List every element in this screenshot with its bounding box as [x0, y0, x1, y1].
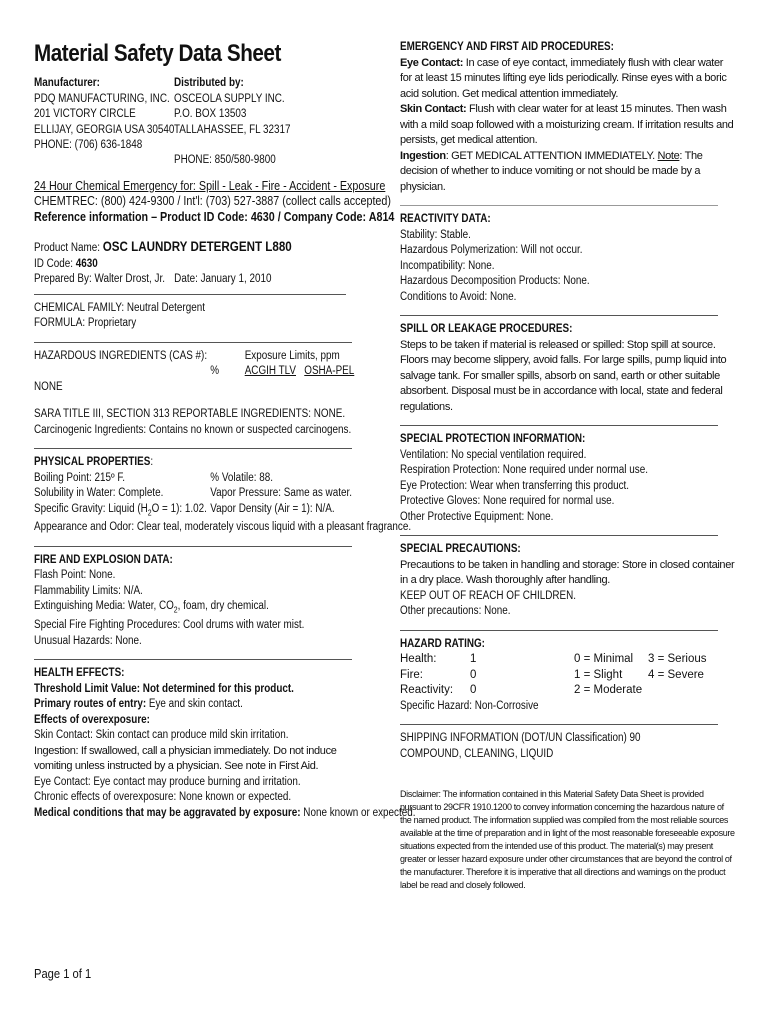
first-aid-ingestion — [400, 149, 735, 196]
eye-effect: Eye Contact: Eye contact may produce burning and irritation. — [34, 775, 301, 788]
vapor-pressure: Vapor Pressure: Same as water. — [210, 487, 352, 499]
chemical-formula: FORMULA: Proprietary — [34, 317, 137, 329]
first-aid-ingestion-end: : The decision of whether to induce vomiting or not should be made by a physician. — [400, 149, 703, 193]
product-id-label: ID Code: — [34, 257, 76, 270]
manufacturer-line: PDQ MANUFACTURING, INC. — [34, 92, 170, 105]
distributor-label: Distributed by: — [174, 77, 244, 89]
other-precautions: Other precautions: None. — [400, 605, 511, 617]
reactivity-line: Stability: Stable. — [400, 228, 471, 241]
osha-label: OSHA-PEL — [304, 365, 355, 377]
hazardous-none: NONE — [34, 380, 63, 393]
reactivity-line: Hazardous Polymerization: Will not occur. — [400, 244, 583, 256]
protection-line: Other Protective Equipment: None. — [400, 510, 554, 523]
gravity-text-end: O = 1): 1.02. — [151, 502, 207, 515]
prepared-row — [34, 272, 318, 288]
manufacturer-line: ELLIJAY, GEORGIA USA 30540 — [34, 123, 175, 136]
emergency-line: 24 Hour Chemical Emergency for: Spill - Leak - Fire - Accident - Exposure — [34, 178, 386, 193]
reactivity-line: Conditions to Avoid: None. — [400, 290, 517, 303]
physical-heading-colon: : — [150, 456, 154, 468]
protection-heading: SPECIAL PROTECTION INFORMATION: — [400, 433, 586, 445]
routes-label: Primary routes of entry: — [34, 698, 147, 711]
hazard-row — [400, 668, 735, 684]
first-aid-skin-text: Flush with clear water for at least 15 minutes. Then wash with a mild soap followed with a moisturizing cream. If irritation results and persists, get medical attention. — [400, 103, 734, 146]
carcinogenic-line: Carcinogenic Ingredients: Contains no known or suspected carcinogens. — [34, 423, 352, 436]
gravity-subscript: 2 — [147, 507, 152, 517]
protection-line: Ventilation: No special ventilation required. — [400, 448, 587, 461]
ext-text: Extinguishing Media: Water, CO — [34, 600, 174, 613]
first-aid-skin — [400, 102, 735, 149]
disclaimer: Disclaimer: The information contained in this Material Safety Data Sheet is provided pursuant to 29CFR 1910.1200 to convey information concerning the hazardous nature of the named product. The information supplied was compiled from the most reliable sources available at the time of preparation and in light of the most reasonable foreseeable exposure situations expected from the intended use of this product. The material(s) may present greater or lesser hazard exposure under other circumstances that are beyond the control of the manufacturer. Therefore it is imperative that all directions and warnings on the product label be read and closely followed. — [400, 789, 735, 890]
protection-line: Respiration Protection: None required under normal use. — [400, 464, 648, 476]
hazard-scale: 4 = Severe — [648, 668, 704, 681]
shipping-info: SHIPPING INFORMATION (DOT/UN Classification) 90 — [400, 732, 641, 744]
hazard-label: Health: — [400, 653, 437, 665]
specific-hazard: Specific Hazard: Non-Corrosive — [400, 699, 539, 712]
left-column — [34, 40, 416, 821]
chronic-effect: Chronic effects of overexposure: None known or expected. — [34, 791, 292, 804]
first-aid-eye-text: In case of eye contact, immediately flush with clear water for at least 15 minutes lifting eye lids periodically. Rinse eyes with a boric acid solution. Get medical attention immediately. — [400, 56, 727, 100]
precautions-text: Precautions to be taken in handling and storage: Store in closed container in a dry place. Wash thoroughly after handling. — [400, 558, 735, 586]
hazard-label: Reactivity: — [400, 684, 454, 696]
product-id — [34, 257, 318, 273]
hazard-scale: 0 = Minimal — [574, 653, 634, 665]
product-name — [34, 239, 318, 257]
right-column — [400, 40, 735, 892]
keep-out-reach: KEEP OUT OF REACH OF CHILDREN. — [400, 589, 577, 602]
specific-gravity — [34, 502, 210, 521]
manufacturer-block — [34, 76, 364, 169]
manufacturer-line: 201 VICTORY CIRCLE — [34, 108, 136, 120]
first-aid-ingestion-text: : GET MEDICAL ATTENTION IMMEDIATELY. — [445, 149, 658, 162]
health-heading: HEALTH EFFECTS: — [34, 667, 125, 680]
routes-value: Eye and skin contact. — [146, 698, 243, 711]
medical-value: None known or expected. — [300, 806, 416, 819]
special-fire-procedures: Special Fire Fighting Procedures: Cool drums with water mist. — [34, 619, 305, 632]
percent-label: % — [210, 365, 220, 377]
chemical-family: CHEMICAL FAMILY: Neutral Detergent — [34, 301, 205, 314]
hazard-value: 0 — [470, 668, 477, 681]
chemtrec-line: CHEMTREC: (800) 424-9300 / Int'l: (703) 527-3887 (collect calls accepted) — [34, 194, 391, 208]
reactivity-line: Incompatibility: None. — [400, 259, 495, 272]
gravity-text: Specific Gravity: Liquid (H — [34, 502, 148, 515]
product-name-value: OSC LAUNDRY DETERGENT L880 — [102, 239, 292, 254]
spill-heading: SPILL OR LEAKAGE PROCEDURES: — [400, 323, 573, 335]
product-id-value: 4630 — [75, 257, 98, 270]
ext-text-end: , foam, dry chemical. — [177, 600, 269, 613]
product-name-label: Product Name: — [34, 242, 103, 254]
hazard-scale — [648, 683, 728, 699]
ext-subscript: 2 — [173, 605, 178, 615]
volatile: % Volatile: 88. — [210, 471, 273, 484]
prepared-date: Date: January 1, 2010 — [174, 273, 272, 285]
hazardous-ingredients-row — [34, 349, 340, 365]
reactivity-heading: REACTIVITY DATA: — [400, 213, 491, 225]
manufacturer-label: Manufacturer: — [34, 77, 100, 89]
hazard-label: Fire: — [400, 668, 423, 681]
reactivity-line: Hazardous Decomposition Products: None. — [400, 275, 590, 287]
hazardous-columns — [34, 364, 355, 380]
hazard-value: 0 — [470, 684, 477, 696]
extinguishing-media — [34, 599, 318, 618]
flammability: Flammability Limits: N/A. — [34, 584, 143, 597]
medical-conditions — [34, 806, 416, 822]
hazard-scale: 1 = Slight — [574, 668, 623, 681]
medical-label: Medical conditions that may be aggravated by exposure: — [34, 806, 301, 819]
distributor-line: TALLAHASSEE, FL 32317 — [174, 123, 291, 136]
appearance-odor: Appearance and Odor: Clear teal, moderately viscous liquid with a pleasant fragrance. — [34, 521, 412, 534]
hazard-scale: 2 = Moderate — [574, 684, 643, 696]
hazard-rating-heading: HAZARD RATING: — [400, 637, 485, 650]
skin-effect: Skin Contact: Skin contact can produce mild skin irritation. — [34, 729, 289, 742]
boiling-point: Boiling Point: 215º F. — [34, 471, 126, 484]
ingestion-effect: Ingestion: If swallowed, call a physician immediately. Do not induce vomiting unless instructed by a physician. See note in First Aid. — [34, 744, 337, 773]
distributor-line: P.O. BOX 13503 — [174, 108, 247, 120]
vapor-density: Vapor Density (Air = 1): N/A. — [210, 502, 335, 515]
physical-row — [34, 471, 318, 487]
first-aid-heading: EMERGENCY AND FIRST AID PROCEDURES: — [400, 41, 614, 53]
acgih-label: ACGIH TLV — [244, 365, 297, 377]
threshold-limit: Threshold Limit Value: Not determined for this product. — [34, 682, 294, 695]
manufacturer-line: PHONE: (706) 636-1848 — [34, 139, 143, 151]
hazard-row — [400, 683, 735, 699]
protection-line: Protective Gloves: None required for normal use. — [400, 495, 615, 507]
hazard-row — [400, 652, 735, 668]
document-title: Material Safety Data Sheet — [34, 40, 281, 67]
shipping-class: COMPOUND, CLEANING, LIQUID — [400, 747, 554, 760]
physical-heading — [34, 455, 318, 471]
precautions-heading: SPECIAL PRECAUTIONS: — [400, 543, 521, 555]
hazardous-heading: HAZARDOUS INGREDIENTS (CAS #): — [34, 349, 208, 362]
exposure-limits-label: Exposure Limits, ppm — [244, 349, 340, 362]
prepared-by: Prepared By: Walter Drost, Jr. — [34, 273, 166, 285]
page-number: Page 1 of 1 — [34, 966, 92, 981]
hazard-scale: 3 = Serious — [648, 653, 707, 665]
first-aid-eye — [400, 56, 735, 103]
first-aid-skin-label: Skin Contact: — [400, 103, 467, 115]
physical-row — [34, 502, 335, 521]
sara-line: SARA TITLE III, SECTION 313 REPORTABLE INGREDIENTS: NONE. — [34, 408, 346, 420]
distributor-phone: PHONE: 850/580-9800 — [174, 154, 276, 166]
unusual-hazards: Unusual Hazards: None. — [34, 634, 142, 647]
hazard-value: 1 — [470, 653, 477, 665]
physical-row — [34, 486, 352, 502]
routes-of-entry — [34, 697, 318, 713]
spill-text: Steps to be taken if material is released or spilled: Stop spill at source. Floors may become slippery, avoid falls. For large spills, pump liquid into salvage tank. For smaller spills, absorb on sand, earth or other suitable absorbent. Disposal must be in accordance with local, state and federal regulations. — [400, 338, 727, 413]
fire-heading: FIRE AND EXPLOSION DATA: — [34, 553, 173, 566]
solubility: Solubility in Water: Complete. — [34, 487, 164, 499]
distributor-line: OSCEOLA SUPPLY INC. — [174, 92, 285, 105]
flash-point: Flash Point: None. — [34, 569, 116, 582]
physical-heading-text: PHYSICAL PROPERTIES — [34, 456, 151, 468]
first-aid-ingestion-label: Ingestion — [400, 149, 446, 162]
protection-line: Eye Protection: Wear when transferring this product. — [400, 479, 630, 492]
first-aid-note: Note — [657, 149, 680, 162]
effects-heading: Effects of overexposure: — [34, 713, 150, 726]
first-aid-eye-label: Eye Contact: — [400, 56, 464, 69]
reference-line: Reference information – Product ID Code: 4630 / Company Code: A814 — [34, 209, 395, 224]
